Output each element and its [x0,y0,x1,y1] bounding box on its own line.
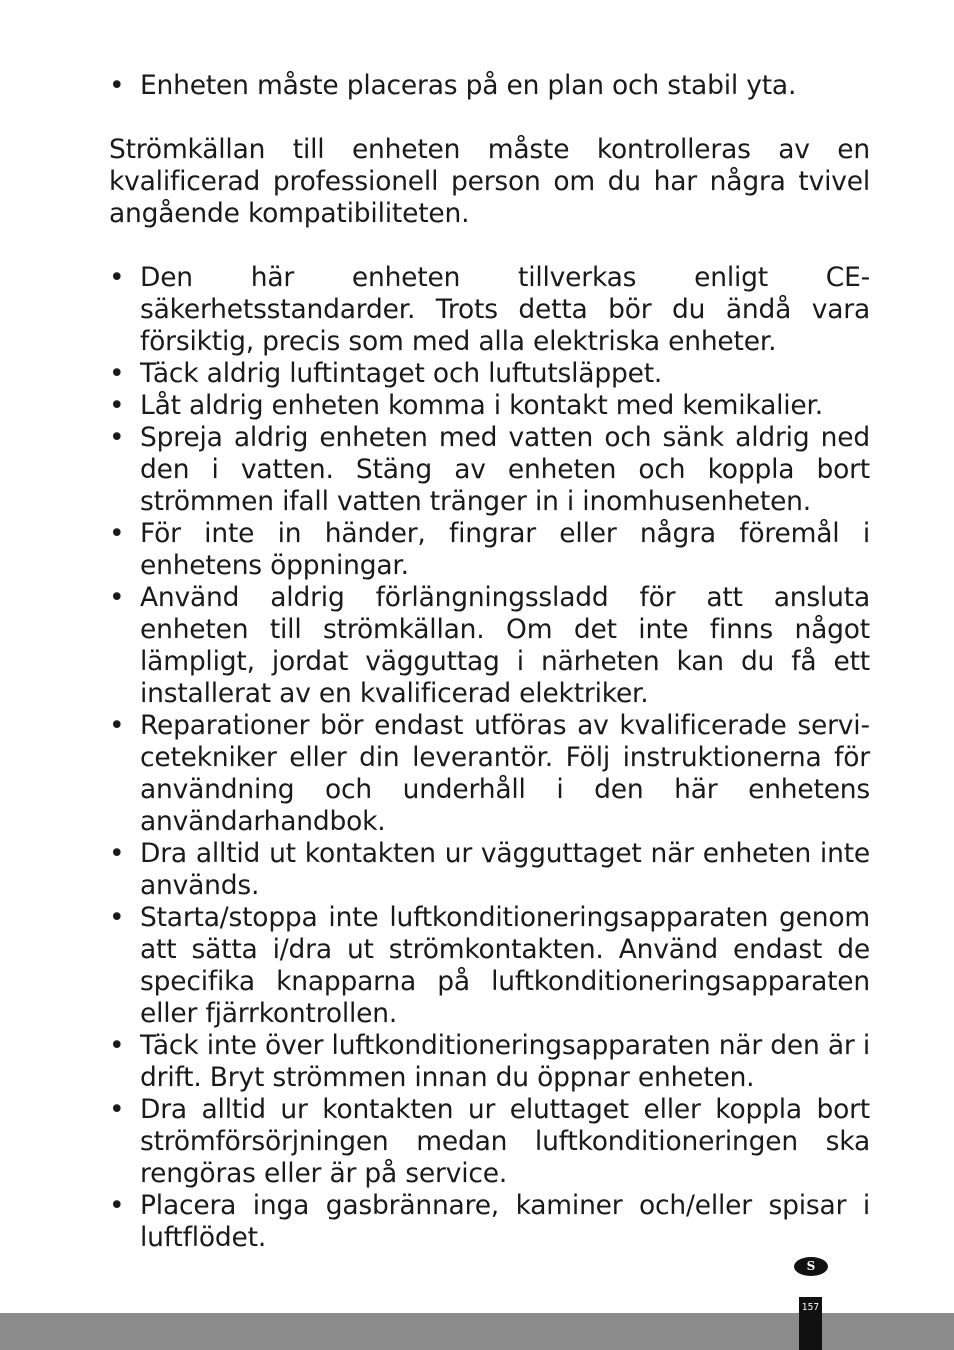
list-item [109,390,870,422]
bullet-icon: • [109,1094,125,1125]
bullet-icon: • [109,390,125,421]
bullet-icon: • [109,70,125,101]
list-item-text: Enheten måste placeras på en plan och stabil yta. [140,70,797,101]
bullet-icon: • [109,422,125,453]
bullet-icon: • [109,710,125,741]
list-item [109,1190,870,1254]
bullet-icon: • [109,358,125,389]
list-item-text: Placera inga gasbrännare, kaminer och/eller spisar i luftflödet. [140,1190,870,1253]
list-item [109,838,870,902]
first-bullet-list [109,70,870,102]
bullet-icon: • [109,1190,125,1221]
list-item [109,1094,870,1190]
list-item [109,70,870,102]
list-item-text: Starta/stoppa inte luftkonditioneringsapparaten genom att sätta i/dra ut strömkontakten. Använd endast de specifika knapparna på luftkonditioneringsapparaten eller fjärrkontrollen. [140,902,870,1029]
list-item-text: Spreja aldrig enheten med vatten och sänk aldrig ned den i vatten. Stäng av enheten och koppla bort strömmen ifall vatten tränger in i inomhusenheten. [140,422,870,517]
list-item-text: Dra alltid ur kontakten ur eluttaget eller koppla bort strömförsörjningen medan luftkonditioneringen ska rengöras eller är på service. [140,1094,870,1189]
list-item [109,358,870,390]
bullet-icon: • [109,262,125,293]
list-item [109,902,870,1030]
page-number: 157 [799,1297,822,1350]
list-item-text: Täck inte över luftkonditioneringsapparaten när den är i drift. Bryt strömmen innan du öppnar enheten. [140,1030,870,1093]
list-item-text: Använd aldrig förlängningssladd för att ansluta enheten till strömkällan. Om det inte finns något lämpligt, jordat vägguttag i närheten kan du få ett installerat av en kvalificerad elektriker. [140,582,870,709]
list-item-text: Täck aldrig luftintaget och luftutsläppet. [140,358,663,389]
list-item [109,710,870,838]
list-item-text: För inte in händer, fingrar eller några föremål i enhetens öppningar. [140,518,870,581]
bullet-icon: • [109,902,125,933]
bullet-icon: • [109,1030,125,1061]
bullet-icon: • [109,838,125,869]
compatibility-paragraph: Strömkällan till enheten måste kontrolleras av en kvalificerad professionell person om du har några tvivel angående kompatibiliteten. [109,134,870,229]
safety-bullet-list [109,262,870,1254]
list-item [109,422,870,518]
list-item [109,582,870,710]
list-item-text: Låt aldrig enheten komma i kontakt med kemikalier. [140,390,824,421]
list-item-text: Dra alltid ut kontakten ur vägguttaget när enheten inte används. [140,838,870,901]
list-item [109,1030,870,1094]
bullet-icon: • [109,582,125,613]
language-badge: S [794,1257,828,1276]
list-item [109,262,870,358]
list-item-text: Reparationer bör endast utföras av kvalificerade servicetekniker eller din leverantör. Följ instruktionerna för användning och underhåll i den här enhetens användarhandbok. [140,710,870,837]
page-body [109,70,870,1254]
bullet-icon: • [109,518,125,549]
list-item [109,518,870,582]
list-item-text: Den här enheten tillverkas enligt CE-säkerhetsstandarder. Trots detta bör du ändå vara försiktig, precis som med alla elektriska enheter. [140,262,870,357]
